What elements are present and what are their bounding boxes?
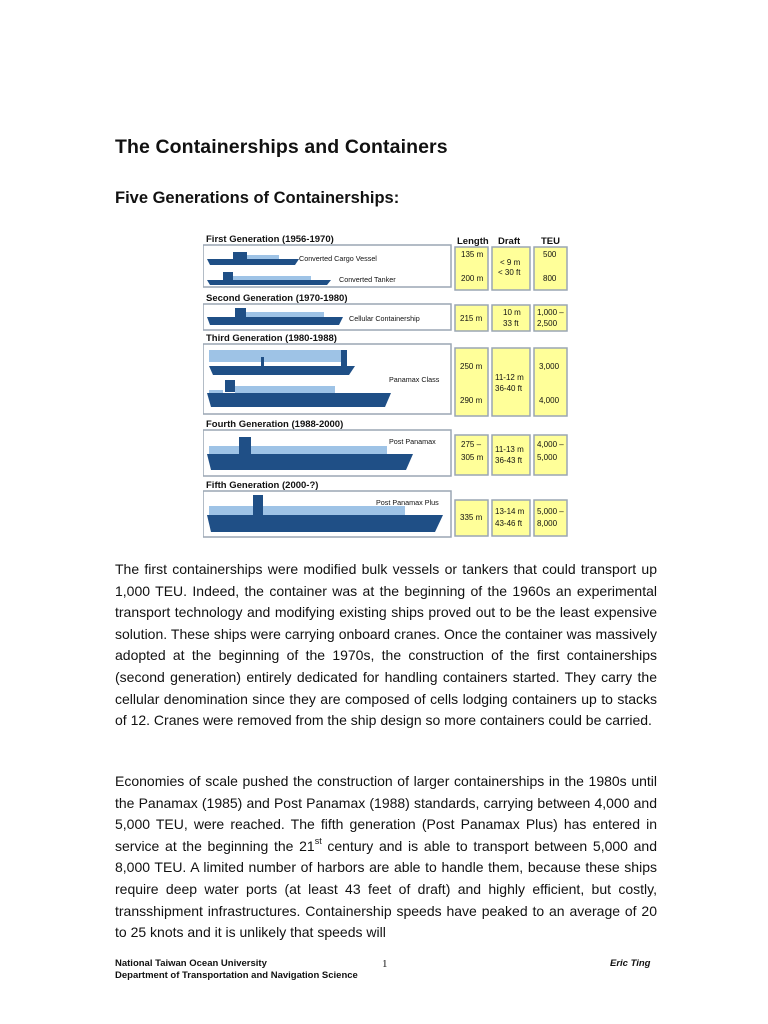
gen5-draft-1: 13-14 m <box>495 507 525 516</box>
generations-diagram <box>203 230 568 538</box>
containership-generations-figure <box>203 230 568 538</box>
gen1-label: First Generation (1956-1970) <box>206 234 334 245</box>
gen4-ship-label: Post Panamax <box>389 437 436 446</box>
gen5-length-1: 335 m <box>460 513 483 522</box>
gen3-teu-cell <box>534 348 567 416</box>
gen3-ship-label: Panamax Class <box>389 375 440 384</box>
gen3-draft-cell <box>492 348 530 416</box>
gen2-label: Second Generation (1970-1980) <box>206 293 348 304</box>
gen3-label: Third Generation (1980-1988) <box>206 333 337 344</box>
gen4-teu-1: 4,000 – <box>537 440 564 449</box>
gen1-length-2: 200 m <box>461 274 484 283</box>
footer-author: Eric Ting <box>610 958 651 969</box>
gen2-draft-2: 33 ft <box>503 319 519 328</box>
gen1-teu-2: 800 <box>543 274 557 283</box>
gen5-teu-cell <box>534 500 567 536</box>
gen4-draft-2: 36-43 ft <box>495 456 523 465</box>
footer-institution-block <box>115 958 358 981</box>
gen3-teu-1: 3,000 <box>539 362 560 371</box>
gen5-label: Fifth Generation (2000-?) <box>206 480 319 491</box>
gen3-draft-2: 36-40 ft <box>495 384 523 393</box>
gen4-length-2: 305 m <box>461 453 484 462</box>
gen2-draft-1: 10 m <box>503 308 521 317</box>
gen1-ship-label-2: Converted Tanker <box>339 275 396 284</box>
paragraph-text-part: century and is able to transport between 5,000 and 8,000 TEU. A limited number of harbors are able to handle them, because these ships require deep water ports (at least 43 feet of draft) and highly efficient, but costly, transshipment infrastructures. Containership speeds have peaked to an average of 20 to 25 knots and it is unlikely that speeds will <box>115 837 657 941</box>
gen3-teu-2: 4,000 <box>539 396 560 405</box>
section-heading: Five Generations of Containerships: <box>115 189 400 207</box>
gen1-ship-label-1: Converted Cargo Vessel <box>299 254 377 263</box>
gen5-teu-2: 8,000 <box>537 519 558 528</box>
gen4-draft-cell <box>492 435 530 475</box>
page-number: 1 <box>382 958 388 970</box>
page-title: The Containerships and Containers <box>115 136 448 158</box>
gen1-draft-2: < 30 ft <box>498 268 521 277</box>
paragraph-first-generations: The first containerships were modified bulk vessels or tankers that could transport up 1,000 TEU. Indeed, the container was at the beginning of the 1960s an experimental transport technology and modifying existing ships proved out to be the least expensive solution. These ships were carrying onboard cranes. Once the container was massively adopted at the beginning of the 1970s, the construction of the first containerships (second generation) entirely dedicated for handling containers started. They carry the cellular denomination since they are composed of cells lodging containers up to stacks of 12. Cranes were removed from the ship design so more containers could be carried. <box>115 561 657 729</box>
gen1-draft-1: < 9 m <box>500 258 521 267</box>
gen1-length-1: 135 m <box>461 250 484 259</box>
paragraph-text-part: Economies of scale pushed the construction of larger containerships in the 1980s until the Panamax (1985) and Post Panamax (1988) standards, carrying between 4,000 and 5,000 TEU, were reached. The fifth generation (Post Panamax Plus) has entered in service at the beginning the 21 <box>115 773 657 854</box>
gen5-draft-2: 43-46 ft <box>495 519 523 528</box>
header-teu: TEU <box>541 236 560 247</box>
gen4-length-1: 275 – <box>461 440 482 449</box>
header-length: Length <box>457 236 489 247</box>
gen3-draft-1: 11-12 m <box>495 373 524 382</box>
gen1-teu-1: 500 <box>543 250 557 259</box>
header-draft: Draft <box>498 236 521 247</box>
footer-institution: National Taiwan Ocean University <box>115 958 267 969</box>
gen5-ship-label: Post Panamax Plus <box>376 498 439 507</box>
gen2-length-1: 215 m <box>460 314 483 323</box>
gen3-length-1: 250 m <box>460 362 483 371</box>
gen5-draft-cell <box>492 500 530 536</box>
paragraph-economies-of-scale <box>115 771 657 944</box>
gen3-length-cell <box>455 348 488 416</box>
gen4-teu-2: 5,000 <box>537 453 558 462</box>
gen4-draft-1: 11-13 m <box>495 445 524 454</box>
gen3-length-2: 290 m <box>460 396 483 405</box>
gen2-teu-1: 1,000 – <box>537 308 564 317</box>
gen5-teu-1: 5,000 – <box>537 507 564 516</box>
gen4-label: Fourth Generation (1988-2000) <box>206 419 344 430</box>
gen2-teu-2: 2,500 <box>537 319 558 328</box>
footer-department: Department of Transportation and Navigation Science <box>115 969 358 981</box>
ordinal-superscript: st <box>314 836 322 847</box>
gen2-ship-label: Cellular Containership <box>349 314 420 323</box>
